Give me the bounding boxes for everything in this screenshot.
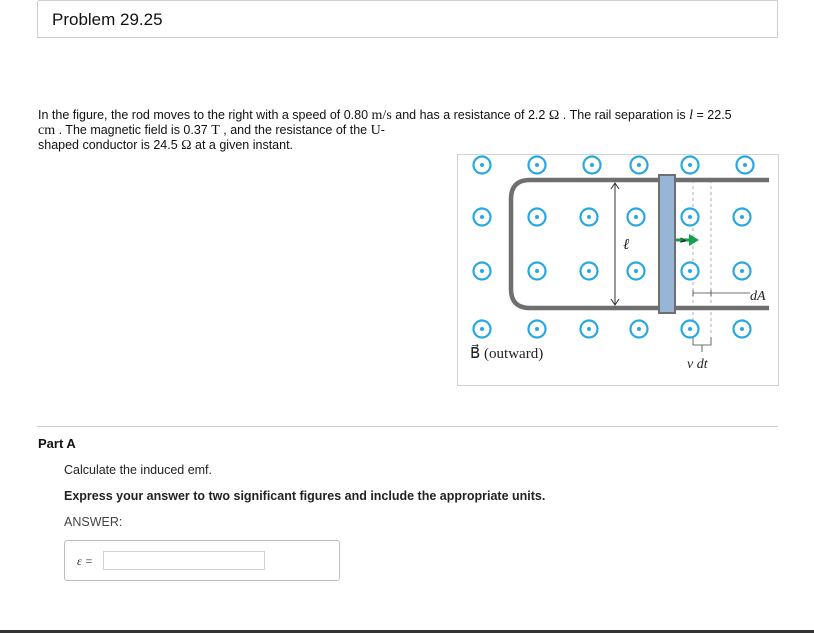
u-letter: U	[370, 123, 381, 138]
rail-separation-label: ℓ	[623, 237, 630, 253]
ohm-symbol: Ω	[548, 108, 560, 123]
b-field-dot-icon	[682, 209, 699, 226]
problem-text-segment: In the figure, the rod moves to the right with a speed of 0.80	[38, 108, 372, 122]
length-unit: cm	[38, 123, 56, 138]
ohm-symbol: Ω	[181, 138, 192, 153]
problem-text-segment: , and the resistance of the	[219, 123, 371, 137]
b-field-dot-icon	[628, 209, 645, 226]
problem-text-segment: and has a resistance of 2.2	[391, 108, 549, 122]
area-element-marker	[693, 290, 750, 296]
b-field-dot-icon	[737, 157, 754, 174]
answer-format-instruction: Express your answer to two significant figures and include the appropriate units.	[64, 489, 546, 503]
part-label: Part A	[38, 436, 76, 451]
b-field-dot-icon	[584, 157, 601, 174]
problem-text-segment: shaped conductor is 24.5	[38, 138, 182, 152]
problem-text-segment: . The magnetic field is 0.37	[55, 123, 212, 137]
rail-separation-symbol: l	[689, 108, 694, 123]
b-field-label: B⃗ (outward)	[470, 346, 544, 362]
emf-answer-input[interactable]	[103, 551, 265, 570]
b-field-dot-icon	[474, 321, 491, 338]
rail-separation-marker	[611, 183, 619, 305]
b-field-dot-icon	[529, 209, 546, 226]
b-field-dot-icon	[529, 157, 546, 174]
vdt-bracket	[693, 337, 711, 352]
speed-unit: m/s	[371, 108, 392, 123]
b-field-dot-icon	[529, 321, 546, 338]
b-field-dot-icon	[474, 263, 491, 280]
b-field-dot-icon	[581, 209, 598, 226]
displacement-label: v dt	[687, 357, 708, 372]
b-field-dot-icon	[581, 263, 598, 280]
answer-box	[64, 540, 340, 581]
figure	[457, 154, 779, 386]
problem-text-segment: -	[380, 123, 385, 137]
b-field-dot-icon	[474, 209, 491, 226]
moving-rod-diagram	[458, 155, 780, 387]
problem-title: Problem 29.25	[52, 10, 163, 29]
velocity-label: v⃗	[675, 228, 689, 243]
b-field-dot-icon	[628, 263, 645, 280]
b-field-dot-icon	[734, 263, 751, 280]
b-field-dot-icon	[631, 321, 648, 338]
b-field-dot-icon	[734, 321, 751, 338]
b-field-dot-icon	[682, 321, 699, 338]
problem-text-segment: at a given instant.	[191, 138, 294, 152]
b-field-dot-icon	[682, 157, 699, 174]
section-divider	[37, 426, 778, 427]
b-field-dot-icon	[631, 157, 648, 174]
u-shaped-conductor	[511, 180, 769, 308]
area-element-label: dA	[750, 289, 766, 304]
b-field-dot-icon	[682, 263, 699, 280]
b-field-dot-icon	[529, 263, 546, 280]
problem-header	[37, 1, 778, 38]
problem-text-segment: = 22.5	[693, 108, 732, 122]
b-field-dot-icon	[581, 321, 598, 338]
problem-statement	[38, 108, 778, 153]
problem-text-segment: . The rail separation is	[559, 108, 690, 122]
emf-symbol: ε =	[77, 554, 93, 568]
field-unit: T	[211, 123, 220, 138]
b-field-dot-icon	[474, 157, 491, 174]
answer-label: ANSWER:	[64, 515, 123, 529]
b-field-dot-icon	[734, 209, 751, 226]
moving-rod	[659, 175, 675, 313]
part-instruction: Calculate the induced emf.	[64, 463, 213, 477]
